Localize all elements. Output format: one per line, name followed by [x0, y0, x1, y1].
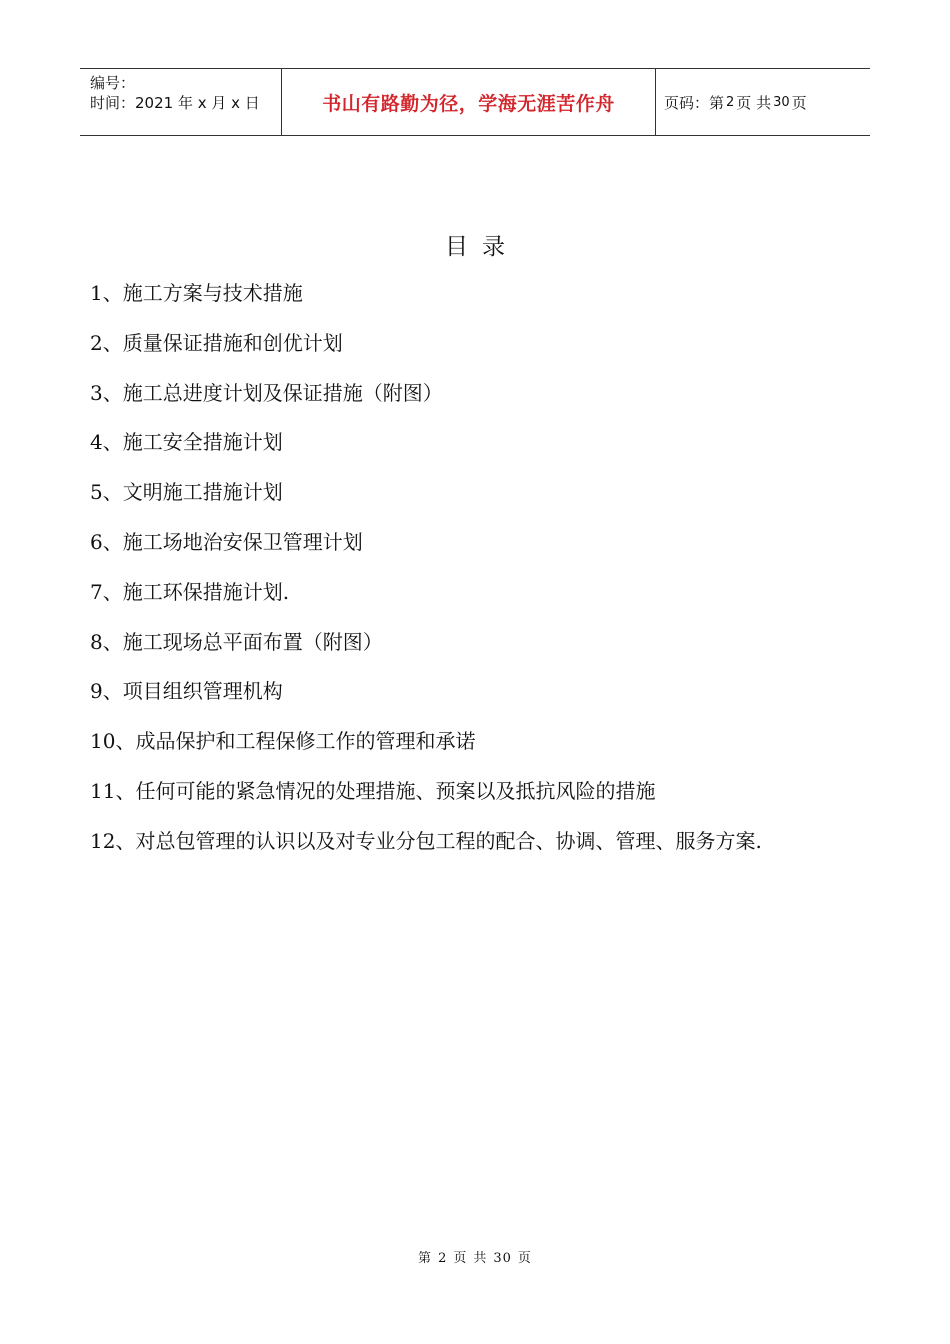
- toc-item: 2、质量保证措施和创优计划: [90, 330, 343, 355]
- toc-item: 5、文明施工措施计划: [90, 480, 283, 505]
- page-header: [80, 68, 870, 136]
- toc-item: 12、对总包管理的认识以及对专业分包工程的配合、协调、管理、服务方案.: [90, 828, 762, 853]
- page-mid: 页 共: [736, 93, 772, 112]
- header-motto: 书山有路勤为径，学海无涯苦作舟: [282, 69, 656, 135]
- toc-item: 8、施工现场总平面布置（附图）: [90, 629, 383, 654]
- page-footer: [0, 1247, 950, 1266]
- page-suffix: 页: [791, 93, 807, 112]
- toc-item: 7、施工环保措施计划.: [90, 579, 290, 604]
- footer-total-word: 共: [473, 1251, 488, 1266]
- footer-current-page: 2: [438, 1251, 448, 1266]
- footer-prefix: 第: [418, 1251, 433, 1266]
- page-total: 30: [773, 94, 790, 110]
- footer-total-pages: 30: [493, 1251, 512, 1266]
- toc-item: 3、施工总进度计划及保证措施（附图）: [90, 380, 443, 405]
- header-page-info: [656, 69, 870, 135]
- toc-list: [90, 278, 890, 876]
- toc-item: 1、施工方案与技术措施: [90, 281, 303, 305]
- page-prefix: 页码：第: [664, 93, 725, 112]
- footer-suffix: 页: [517, 1251, 532, 1266]
- document-number-label: 编号：: [90, 74, 136, 92]
- footer-page-word: 页: [453, 1251, 468, 1266]
- toc-item: 4、施工安全措施计划: [90, 430, 283, 455]
- header-meta: [80, 69, 282, 135]
- toc-item: 9、项目组织管理机构: [90, 679, 283, 704]
- page-current: 2: [726, 94, 735, 110]
- document-time-label: 时间：2021 年 x 月 x 日: [90, 94, 260, 112]
- toc-item: 6、施工场地治安保卫管理计划: [90, 529, 363, 554]
- toc-item: 10、成品保护和工程保修工作的管理和承诺: [90, 729, 476, 754]
- toc-item: 11、任何可能的紧急情况的处理措施、预案以及抵抗风险的措施: [90, 778, 656, 803]
- toc-title: 目录: [445, 234, 519, 260]
